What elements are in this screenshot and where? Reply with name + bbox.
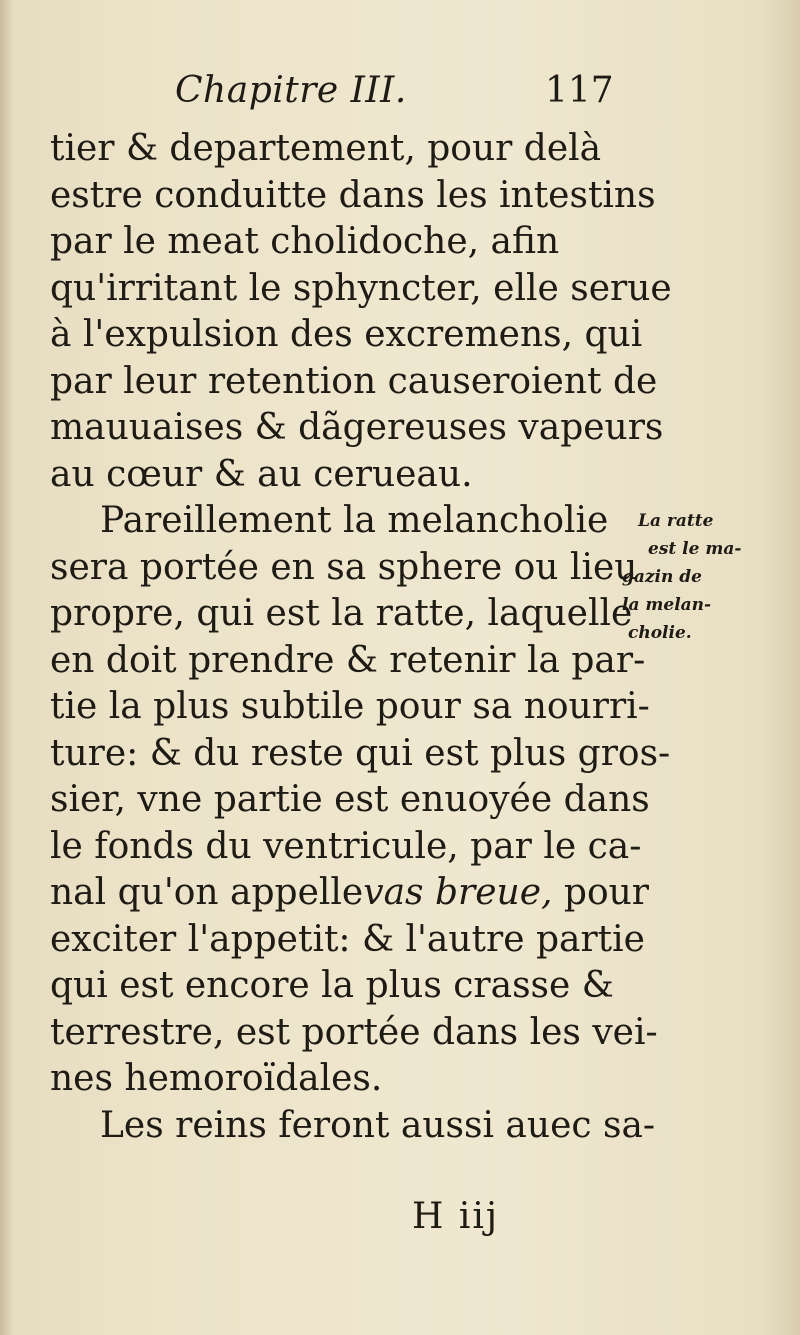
- text-line: estre conduitte dans les intestins: [50, 174, 656, 216]
- marginal-note-line: est le ma-: [648, 539, 742, 559]
- text-line: qu'irritant le sphyncter, elle serue: [50, 267, 672, 309]
- text-line: ture: & du reste qui est plus gros-: [50, 732, 671, 774]
- page-gutter-shadow: [0, 0, 14, 1335]
- text-line: sera portée en sa sphere ou lieu: [50, 546, 638, 588]
- text-line: terrestre, est portée dans les vei-: [50, 1011, 658, 1053]
- text-line-with-italic: [50, 870, 650, 917]
- marginal-note-line: la melan-: [622, 595, 712, 615]
- text-line: exciter l'appetit: & l'autre partie: [50, 918, 645, 960]
- text-line: par leur retention causeroient de: [50, 360, 658, 402]
- text-line: propre, qui est la ratte, laquelle: [50, 593, 633, 634]
- running-head: Chapitre III.: [175, 70, 407, 111]
- text-line: le fonds du ventricule, par le ca-: [50, 825, 642, 867]
- text-line: en doit prendre & retenir la par-: [50, 639, 646, 681]
- marginal-note-line: La ratte: [638, 511, 714, 531]
- text-line: nes hemoroïdales.: [50, 1058, 383, 1099]
- signature-mark: H iij: [412, 1196, 500, 1237]
- paragraph-start-line: Les reins feront aussi auec sa-: [100, 1104, 656, 1146]
- text-line: à l'expulsion des excremens, qui: [50, 314, 643, 355]
- text-line: au cœur & au cerueau.: [50, 453, 473, 495]
- text-segment: pour: [552, 872, 650, 913]
- page-number: 117: [545, 70, 614, 111]
- paragraph-start-line: Pareillement la melancholie: [100, 500, 609, 541]
- text-line: qui est encore la plus crasse &: [50, 965, 614, 1006]
- page-header: [0, 70, 800, 126]
- text-segment: nal qu'on appelle: [50, 872, 364, 913]
- marginal-note-line: cholie.: [628, 623, 692, 643]
- text-line: sier, vne partie est enuoyée dans: [50, 779, 650, 820]
- italic-term: vas breue,: [363, 872, 553, 913]
- marginal-note-line: gazin de: [622, 567, 702, 587]
- page-footer: [0, 1196, 800, 1246]
- marginal-note: [612, 507, 772, 647]
- text-line: par le meat cholidoche, afin: [50, 221, 560, 262]
- text-line: mauuaises & dãgereuses vapeurs: [50, 407, 664, 448]
- text-line: tier & departement, pour delà: [50, 128, 602, 169]
- text-line: tie la plus subtile pour sa nourri-: [50, 686, 650, 727]
